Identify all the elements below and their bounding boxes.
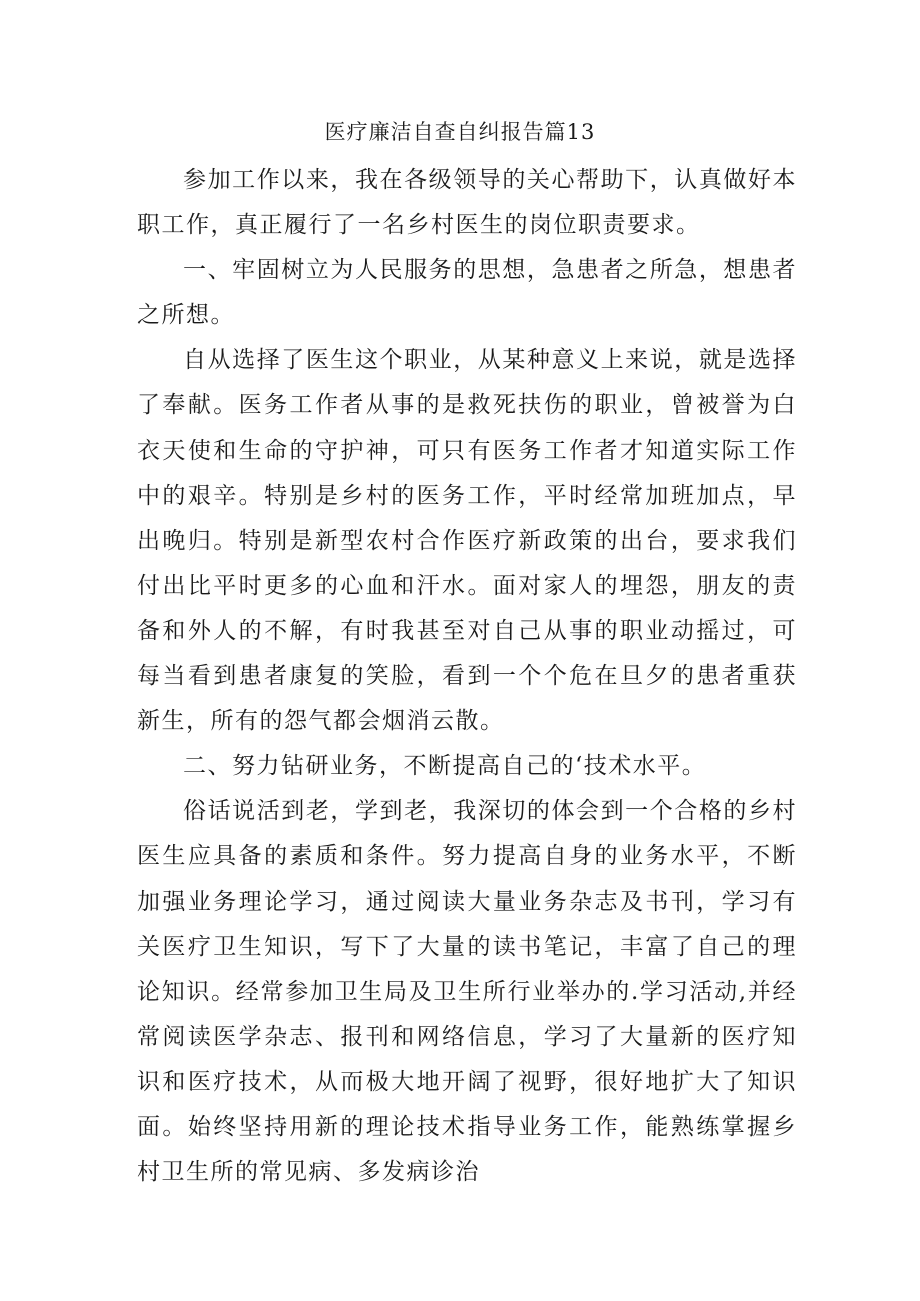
- paragraph-section-1-body: 自从选择了医生这个职业，从某种意义上来说，就是选择了奉献。医务工作者从事的是救死扶伤的职业，曾被誉为白衣天使和生命的守护神，可只有医务工作者才知道实际工作中的艰辛。特别是乡村的医务工作，平时经常加班加点，早出晚归。特别是新型农村合作医疗新政策的出台，要求我们付出比平时更多的心血和汗水。面对家人的埋怨，朋友的责备和外人的不解，有时我甚至对自己从事的职业动摇过，可每当看到患者康复的笑脸，看到一个个危在旦夕的患者重获新生，所有的怨气都会烟消云散。: [137, 347, 797, 735]
- paragraph-section-1-heading: 一、牢固树立为人民服务的思想，急患者之所急，想患者之所想。: [137, 257, 797, 329]
- paragraph-section-2-heading: 二、努力钻研业务，不断提高自己的‘技术水平。: [183, 753, 707, 780]
- document-title: 医疗廉洁自查自纠报告篇13: [324, 120, 596, 144]
- paragraph-section-2-body: 俗话说活到老，学到老，我深切的体会到一个合格的乡村医生应具备的素质和条件。努力提高自身的业务水平，不断加强业务理论学习，通过阅读大量业务杂志及书刊，学习有关医疗卫生知识，写下了大量的读书笔记，丰富了自己的理论知识。经常参加卫生局及卫生所行业举办的.学习活动,并经常阅读医学杂志、报刊和网络信息，学习了大量新的医疗知识和医疗技术，从而极大地开阔了视野，很好地扩大了知识面。始终坚持用新的理论技术指导业务工作，能熟练掌握乡村卫生所的常见病、多发病诊治: [137, 798, 797, 1186]
- document-body: [137, 158, 797, 1195]
- paragraph-intro: 参加工作以来，我在各级领导的关心帮助下，认真做好本职工作，真正履行了一名乡村医生的岗位职责要求。: [137, 167, 797, 239]
